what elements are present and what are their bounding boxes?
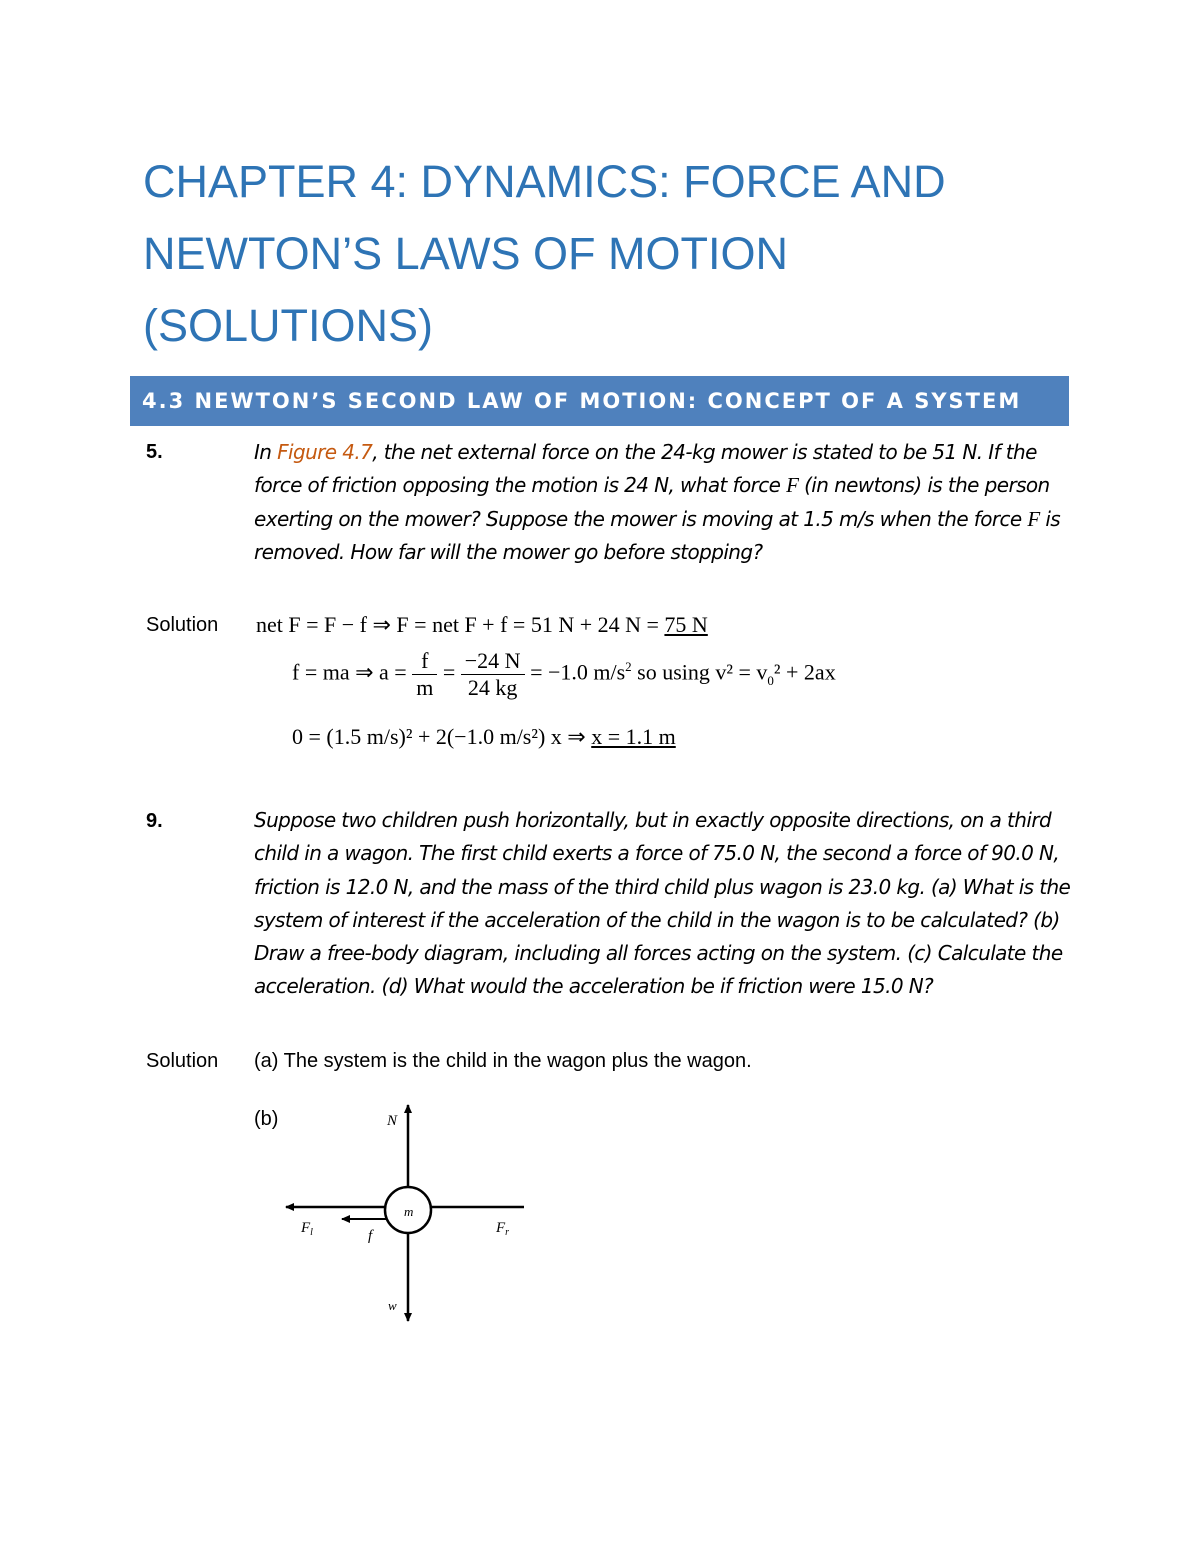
problem-5-text-b: , the net external force on the 24-kg mower is stated to be 51 N. If the force of friction opposing the motion is 24 N, what force <box>254 440 1037 498</box>
problem-5-text-a: In <box>254 440 278 464</box>
fraction-2-denominator: 24 kg <box>467 675 518 700</box>
fraction-1-numerator: f <box>412 648 437 675</box>
equation-1-answer: 75 N <box>664 612 708 637</box>
problem-9-text: Suppose two children push horizontally, but in exactly opposite directions, on a third child in a wagon. The first child exerts a force of 75.0 N, the second a force of 90.0 N, friction is 12.0 N, and the mass of the third child plus wagon is 23.0 kg. (a) What is the system of interest if the acceleration of the child in the wagon is to be calculated? (b) Draw a free-body diagram, including all forces acting on the system. (c) Calculate the acceleration. (d) What would the acceleration be if friction were 15.0 N? <box>254 808 1071 999</box>
equation-2-tail-2: ² + 2ax <box>773 659 836 685</box>
equation-2-equals: = <box>437 659 461 685</box>
problem-5-text <box>254 436 1074 569</box>
equation-2-result: = −1.0 m/s <box>524 659 626 685</box>
force-symbol-1: F <box>786 473 799 498</box>
normal-force-label: N <box>387 1113 398 1129</box>
equation-1 <box>256 612 708 638</box>
section-heading: 4.3 NEWTON’S SECOND LAW OF MOTION: CONCEPT OF A SYSTEM <box>130 376 1069 426</box>
mass-label: m <box>404 1204 414 1219</box>
force-symbol-2: F <box>1027 506 1040 531</box>
problem-5-text-d: is removed. How far will the mower go before stopping? <box>254 506 1061 564</box>
title-line-2: NEWTON’S LAWS OF MOTION <box>143 228 789 279</box>
equation-3 <box>292 724 676 750</box>
page-title <box>143 146 1083 362</box>
equation-3-main: 0 = (1.5 m/s)² + 2(−1.0 m/s²) x ⇒ <box>292 724 592 749</box>
problem-5-solution-label: Solution <box>146 614 219 636</box>
fraction-f-over-m <box>412 648 437 701</box>
equation-1-main: net F = F − f ⇒ F = net F + f = 51 N + 24 N = <box>256 612 665 637</box>
title-line-1: CHAPTER 4: DYNAMICS: FORCE AND <box>143 156 946 207</box>
left-force-label <box>300 1220 313 1238</box>
free-body-diagram <box>270 1095 540 1335</box>
friction-force-label: f <box>368 1228 373 1244</box>
solution-part-a: (a) The system is the child in the wagon plus the wagon. <box>254 1050 752 1072</box>
left-force-letter: F <box>301 1220 311 1236</box>
left-force-subscript: l <box>310 1227 313 1238</box>
problem-9-number: 9. <box>146 810 163 832</box>
problem-5-text-c: (in newtons) is the person exerting on the mower? Suppose the mower is moving at 1.5 m/s when the force <box>254 473 1050 531</box>
solution-part-b-label: (b) <box>254 1108 279 1130</box>
equation-2 <box>292 648 836 701</box>
problem-9-solution-label: Solution <box>146 1050 219 1072</box>
right-force-subscript: r <box>505 1227 510 1238</box>
fraction-2-numerator: −24 N <box>461 648 525 675</box>
right-force-letter: F <box>496 1220 506 1236</box>
fraction-force-over-mass <box>461 648 525 701</box>
equation-2-superscript: 2 <box>625 659 632 675</box>
weight-force-label: w <box>388 1298 397 1313</box>
right-force-label <box>495 1220 509 1238</box>
equation-2-subscript: 0 <box>767 672 774 688</box>
problem-5-number: 5. <box>146 441 163 463</box>
equation-2-lhs: f = ma ⇒ a = <box>292 659 413 685</box>
equation-3-answer: x = 1.1 m <box>591 724 676 749</box>
equation-2-tail: so using v² = v <box>631 659 768 685</box>
fraction-1-denominator: m <box>416 675 434 700</box>
figure-4-7-link[interactable]: Figure 4.7 <box>277 440 373 464</box>
title-line-3: (SOLUTIONS) <box>143 300 434 351</box>
